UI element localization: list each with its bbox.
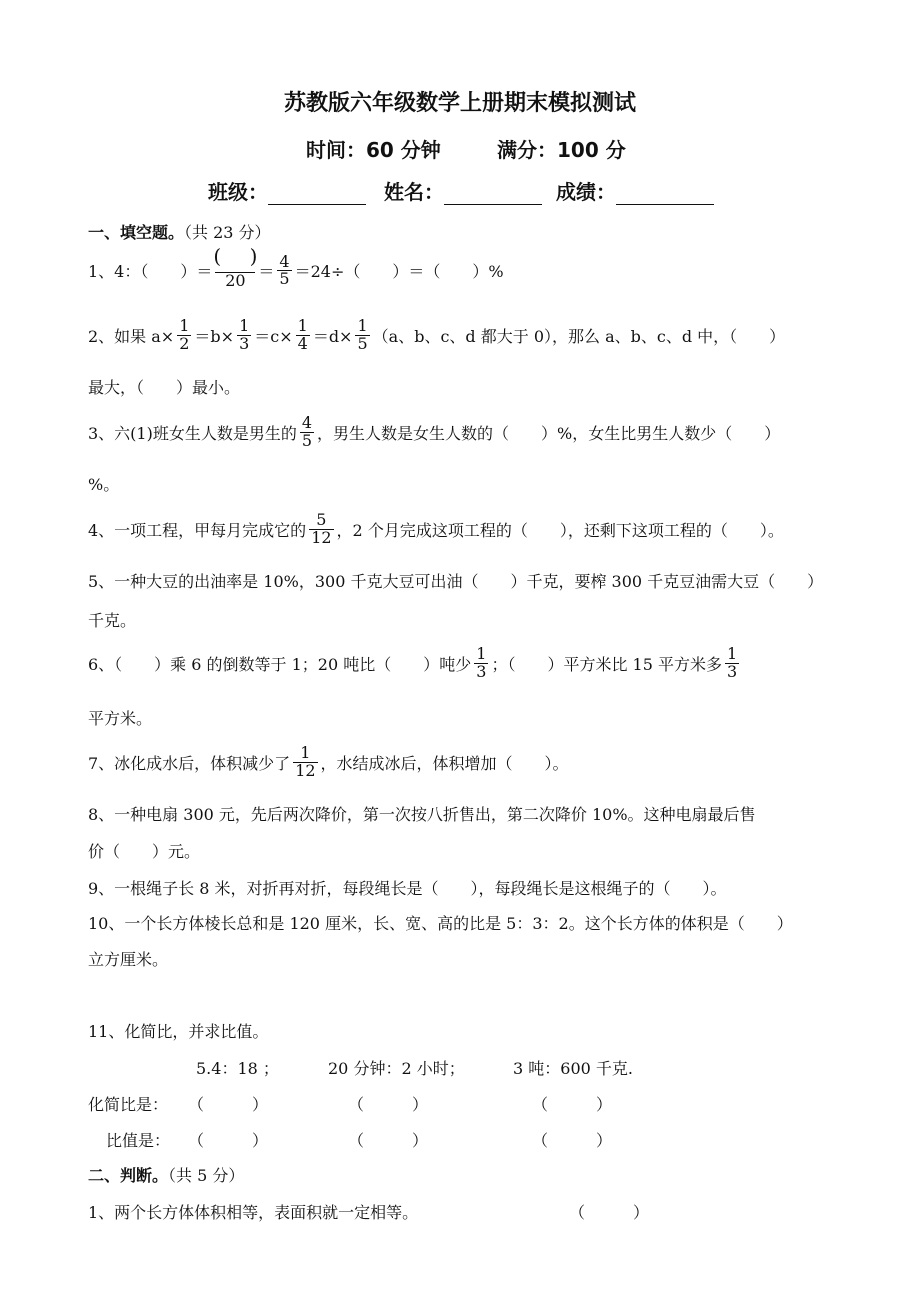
q2-text-1: 2、如果 a×: [88, 326, 175, 346]
s2-question-1: 1、两个长方体体积相等，表面积就一定相等。: [88, 1203, 419, 1222]
q1-fraction-4-5: [277, 251, 291, 289]
question-9: 9、一根绳子长 8 米，对折再对折，每段绳长是（ ），每段绳长是这根绳子的（ ）。: [88, 879, 727, 898]
q3-text-2: ，男生人数是女生人数的（ ）%，女生比男生人数少（ ）: [317, 423, 781, 443]
question-2: [88, 318, 785, 353]
q2-fraction-4: [355, 318, 369, 353]
class-label: 班级：: [208, 180, 268, 204]
q2-f2-num: 1: [239, 316, 250, 335]
question-1: [88, 252, 504, 290]
q11-row2-blank-1[interactable]: （ ）: [188, 1131, 269, 1150]
question-10: 10、一个长方体棱长总和是 120 厘米，长、宽、高的比是 5：3：2。这个长方体的体积是（ ）: [88, 914, 793, 933]
q6-fraction-1: [474, 646, 488, 681]
section2-title: 二、判断。: [88, 1166, 169, 1185]
q6-f1-den: 3: [476, 661, 487, 681]
q8-line2: 价（ ）元。: [88, 842, 201, 861]
q5-line2: 千克。: [88, 611, 137, 630]
q3-text-1: 3、六(1)班女生人数是男生的: [88, 423, 297, 443]
q11-row1-blank-2[interactable]: （ ）: [348, 1095, 429, 1114]
class-blank[interactable]: [268, 184, 366, 205]
q11-item-2: 20 分钟：2 小时；: [328, 1059, 465, 1078]
score-label: 满分：100 分: [497, 138, 626, 162]
q11-row1-blank-1[interactable]: （ ）: [188, 1095, 269, 1114]
q4-fraction: [309, 512, 333, 547]
name-field: [384, 176, 542, 205]
q2-f3-num: 1: [297, 316, 308, 335]
q4-text-1: 4、一项工程，甲每月完成它的: [88, 520, 307, 540]
q7-f-den: 12: [295, 760, 316, 780]
q11-row2-blank-2[interactable]: （ ）: [348, 1131, 429, 1150]
q6-f1-num: 1: [476, 644, 487, 663]
grade-field: [556, 176, 714, 205]
class-field: [208, 176, 366, 205]
question-4: [88, 512, 784, 547]
q2-f4-num: 1: [357, 316, 368, 335]
q11-row2-blank-3[interactable]: （ ）: [532, 1131, 613, 1150]
q6-text-1: 6、（ ）乘 6 的倒数等于 1；20 吨比（ ）吨少: [88, 654, 472, 674]
q2-fraction-2: [237, 318, 251, 353]
q6-fraction-2: [725, 646, 739, 681]
name-blank[interactable]: [444, 184, 542, 205]
q11-row2-label: 比值是：: [106, 1131, 171, 1150]
q2-line2: 最大，（ ）最小。: [88, 378, 241, 397]
q1-frac2-den: 5: [279, 269, 290, 289]
q1-fraction-blank: [215, 252, 255, 290]
section1-points: （共 23 分）: [184, 223, 271, 242]
section2-heading: [88, 1163, 244, 1186]
q7-text-2: ，水结成冰后，体积增加（ ）。: [320, 753, 569, 773]
q1-frac2-num: 4: [279, 251, 290, 271]
q11-item-1: 5.4：18 ；: [196, 1059, 279, 1078]
q6-f2-num: 1: [726, 644, 738, 663]
time-label: 时间：60 分钟: [306, 138, 441, 162]
q2-text-4: ＝d×: [312, 326, 353, 346]
page-title: 苏教版六年级数学上册期末模拟测试: [283, 91, 636, 116]
q2-fraction-1: [177, 318, 191, 353]
q2-f2-den: 3: [239, 333, 250, 353]
section1-title: 一、填空题。: [88, 223, 185, 242]
grade-blank[interactable]: [616, 184, 714, 205]
question-8: 8、一种电扇 300 元，先后两次降价，第一次按八折售出，第二次降价 10%。这种电扇最后售: [88, 805, 756, 824]
s2-q1-answer-blank[interactable]: （ ）: [569, 1203, 650, 1222]
q7-fraction: [293, 745, 317, 780]
section2-points: （共 5 分）: [168, 1166, 245, 1185]
q11-row1-blank-3[interactable]: （ ）: [532, 1095, 613, 1114]
q6-f2-den: 3: [726, 661, 738, 681]
question-6: [88, 646, 742, 681]
q2-text-2: ＝b×: [194, 326, 235, 346]
q2-fraction-3: [296, 318, 310, 353]
question-11: 11、化简比，并求比值。: [88, 1022, 269, 1041]
q1-suffix: ＝24÷（ ）＝（ ）%: [294, 262, 504, 282]
q3-fraction: [300, 415, 314, 450]
q6-line2: 平方米。: [88, 709, 153, 728]
q4-f-num: 5: [316, 510, 327, 529]
q7-f-num: 1: [300, 743, 311, 762]
name-label: 姓名：: [384, 180, 444, 204]
grade-label: 成绩：: [556, 180, 616, 204]
q1-frac1-den: 20: [225, 271, 246, 290]
q3-f-den: 5: [301, 430, 313, 450]
section1-heading: [88, 220, 271, 243]
q4-f-den: 12: [311, 527, 332, 547]
q2-text-5: （a、b、c、d 都大于 0），那么 a、b、c、d 中，（ ）: [372, 326, 786, 346]
question-5: 5、一种大豆的出油率是 10%，300 千克大豆可出油（ ）千克，要榨 300 千克豆油需大豆（ ）: [88, 572, 824, 591]
q7-text-1: 7、冰化成水后，体积减少了: [88, 753, 291, 773]
q2-text-3: ＝c×: [254, 326, 293, 346]
q10-line2: 立方厘米。: [88, 950, 169, 969]
q3-f-num: 4: [301, 413, 313, 432]
question-3: [88, 415, 780, 450]
q3-line2: %。: [88, 475, 120, 494]
q1-prefix: 1、4：（ ）＝: [88, 262, 213, 282]
q2-f3-den: 4: [297, 333, 308, 353]
q1-numerator-blank[interactable]: [215, 252, 255, 273]
q11-item-3: 3 吨：600 千克.: [513, 1059, 633, 1078]
q4-text-2: ，2 个月完成这项工程的（ ），还剩下这项工程的（ ）。: [336, 520, 784, 540]
q11-row1-label: 化简比是：: [88, 1095, 169, 1114]
q1-eq1: ＝: [258, 262, 275, 282]
question-7: [88, 745, 569, 780]
q2-f1-num: 1: [179, 316, 190, 335]
q6-text-2: ；（ ）平方米比 15 平方米多: [491, 654, 722, 674]
q2-f1-den: 2: [179, 333, 190, 353]
q2-f4-den: 5: [357, 333, 368, 353]
